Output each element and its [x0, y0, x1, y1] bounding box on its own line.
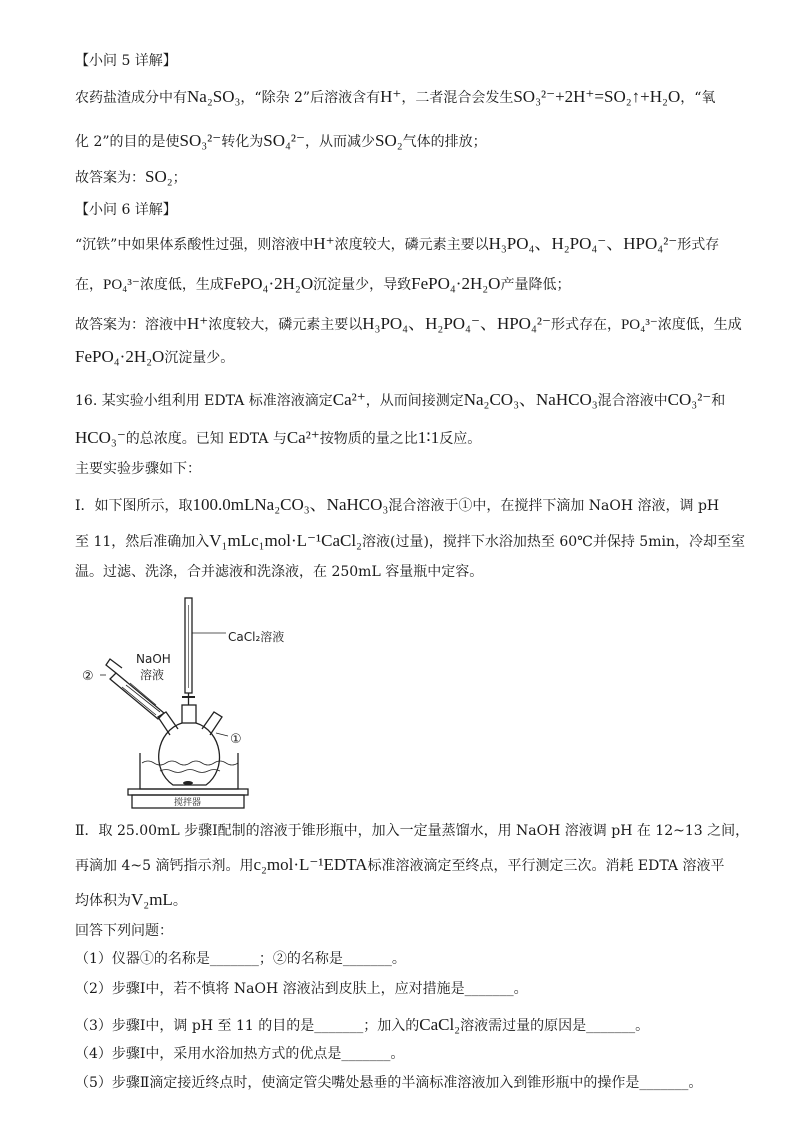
- q16-text: 混合溶液中: [597, 393, 668, 409]
- q6-text: 故答案为：溶液中: [75, 317, 187, 333]
- label-circle-2: ②: [82, 669, 94, 684]
- label-circle-1: ①: [230, 732, 242, 747]
- q6-text: 在，: [75, 277, 103, 293]
- formula-po4: PO₄³⁻: [103, 277, 140, 293]
- formula-so3: SO₃²⁻: [179, 131, 222, 150]
- q6-line2: [75, 273, 570, 296]
- formula-phosphate-forms: H₃PO₄、H₂PO₄⁻、HPO₄²⁻: [488, 234, 678, 253]
- q16-text: Ⅰ．如下图所示，取: [75, 498, 193, 514]
- formula-h-ion: H⁺: [187, 314, 209, 333]
- label-cacl2-solution: CaCl₂溶液: [228, 630, 285, 644]
- q16-text: ，从而间接测定: [365, 393, 464, 409]
- q6-answer-line1: [75, 313, 742, 336]
- formula-ca-ion: Ca²⁺: [286, 428, 320, 447]
- ratio-value: 1∶1: [417, 428, 440, 447]
- formula-po4: PO₄³⁻: [620, 317, 658, 333]
- q5-answer: [75, 166, 187, 189]
- formula-fepo4: FePO₄·2H₂O: [223, 274, 314, 293]
- q16-text: 溶液需过量的原因是_______。: [460, 1018, 650, 1034]
- q16-line2: [75, 427, 481, 450]
- q6-line1: [75, 233, 719, 256]
- q6-text: 浓度较大，磷元素主要以: [208, 317, 363, 333]
- q5-text: 化 2”的目的是使: [75, 134, 180, 150]
- formula-hco3: HCO₃⁻: [75, 428, 126, 447]
- q16-text: 均体积为: [75, 893, 131, 909]
- q16-text: 溶液(过量)，搅拌下水浴加热至 60℃并保持 5min，冷却至室: [361, 534, 745, 550]
- q16-part1: （1）仪器①的名称是_______；②的名称是_______。: [75, 951, 406, 967]
- formula-fepo4: FePO₄·2H₂O: [75, 347, 165, 366]
- q16-step2-line3: [75, 889, 187, 912]
- q16-text: 再滴加 4~5 滴钙指示剂。用: [75, 858, 254, 874]
- label-naoh-solution: 溶液: [140, 668, 165, 682]
- formula-na2so3: Na₂SO₃: [187, 87, 241, 106]
- formula-v2: V₂mL: [131, 890, 173, 909]
- q16-text: 的总浓度。已知 EDTA 与: [125, 431, 287, 447]
- q5-text: ，“除杂 2”后溶液含有: [240, 90, 381, 106]
- formula-so4: SO₄²⁻: [263, 131, 305, 150]
- q5-text: 气体的排放；: [402, 134, 487, 150]
- q16-text: 16. 某实验小组利用 EDTA 标准溶液滴定: [75, 393, 333, 409]
- q6-text: 沉淀量少，导致: [313, 277, 412, 293]
- formula-h-ion: H⁺: [313, 234, 335, 253]
- formula-carbonates: Na₂CO₃、NaHCO₃: [463, 390, 598, 409]
- q6-text: 沉淀量少。: [164, 350, 235, 366]
- q16-text: 反应。: [439, 431, 482, 447]
- q6-heading: 【小问 6 详解】: [75, 202, 177, 218]
- q16-text: 混合溶液于①中，在搅拌下滴加 NaOH 溶液，调 pH: [388, 498, 720, 514]
- q6-text: 形式存在，: [550, 317, 621, 333]
- stir-bar-icon: [183, 781, 193, 785]
- formula-h-ion: H⁺: [380, 87, 402, 106]
- q5-text: ，从而减少: [304, 134, 375, 150]
- q5-text: ；: [172, 170, 187, 186]
- equation-sulfite-acid: SO₃²⁻+2H⁺=SO₂↑+H₂O: [513, 87, 681, 106]
- q6-answer-line2: [75, 346, 234, 369]
- formula-cacl2-volume: V₁mLc₁mol·L⁻¹CaCl₂: [209, 531, 362, 550]
- formula-co3: CO₃²⁻: [667, 390, 712, 409]
- q5-line1: [75, 86, 715, 109]
- q16-steps-title: 主要实验步骤如下：: [75, 461, 201, 477]
- q16-part5: （5）步骤Ⅱ滴定接近终点时，使滴定管尖嘴处悬垂的半滴标准溶液加入到锥形瓶中的操作是_______。: [75, 1075, 703, 1091]
- q16-text: 和: [711, 393, 726, 409]
- formula-ca-ion: Ca²⁺: [332, 390, 366, 409]
- q5-text: ，二者混合会发生: [401, 90, 514, 106]
- q16-text: （3）步骤Ⅰ中，调 pH 至 11 的目的是_______；加入的: [75, 1018, 420, 1034]
- formula-so2: SO₂: [374, 131, 403, 150]
- q16-step2-line2: [75, 854, 724, 877]
- q16-text: 标准溶液滴定至终点，平行测定三次。消耗 EDTA 溶液平: [367, 858, 725, 874]
- q16-part4: （4）步骤Ⅰ中，采用水浴加热方式的优点是_______。: [75, 1046, 405, 1062]
- q5-line2: [75, 130, 487, 153]
- q16-step2-line1: Ⅱ．取 25.00mL 步骤Ⅰ配制的溶液于锥形瓶中，加入一定量蒸馏水，用 NaOH 溶液调 pH 在 12~13 之间，: [75, 823, 750, 839]
- apparatus-figure: [78, 593, 285, 813]
- q16-part3: [75, 1014, 649, 1037]
- q16-line1: [75, 389, 725, 412]
- formula-fepo4: FePO₄·2H₂O: [411, 274, 501, 293]
- label-stirrer: 搅拌器: [174, 798, 202, 808]
- formula-sample-volume: 100.0mLNa₂CO₃、NaHCO₃: [192, 495, 389, 514]
- q6-text: “沉铁”中如果体系酸性过强，则溶液中: [75, 237, 314, 253]
- q16-step1-line2: [75, 530, 745, 553]
- q16-step1-line3: 温。过滤、洗涤，合并滤液和洗涤液，在 250mL 容量瓶中定容。: [75, 564, 484, 580]
- q5-heading: 【小问 5 详解】: [75, 53, 177, 69]
- q6-text: 产量降低；: [500, 277, 571, 293]
- q16-part2: （2）步骤Ⅰ中，若不慎将 NaOH 溶液沾到皮肤上，应对措施是_______。: [75, 981, 528, 997]
- q6-text: 浓度低，生成: [139, 277, 224, 293]
- formula-phosphate-forms: H₃PO₄、H₂PO₄⁻、HPO₄²⁻: [362, 314, 551, 333]
- formula-so2: SO₂: [145, 167, 173, 186]
- q16-step1-line1: [75, 494, 719, 517]
- q16-text: 至 11，然后准确加入: [75, 534, 210, 550]
- q16-text: 。: [172, 893, 187, 909]
- q6-text: 形式存: [677, 237, 720, 253]
- q6-text: 浓度低，生成: [657, 317, 742, 333]
- formula-edta-conc: c₂mol·L⁻¹EDTA: [253, 855, 368, 874]
- q16-text: 按物质的量之比: [319, 431, 418, 447]
- q5-text: 农药盐渣成分中有: [75, 90, 187, 106]
- q5-text: 转化为: [221, 134, 264, 150]
- q6-text: 浓度较大，磷元素主要以: [334, 237, 489, 253]
- q16-ask: 回答下列问题：: [75, 923, 173, 939]
- q5-text: 故答案为：: [75, 170, 145, 186]
- q5-text: ，“氧: [680, 90, 716, 106]
- formula-cacl2: CaCl₂: [419, 1015, 461, 1034]
- label-naoh: NaOH: [136, 652, 171, 666]
